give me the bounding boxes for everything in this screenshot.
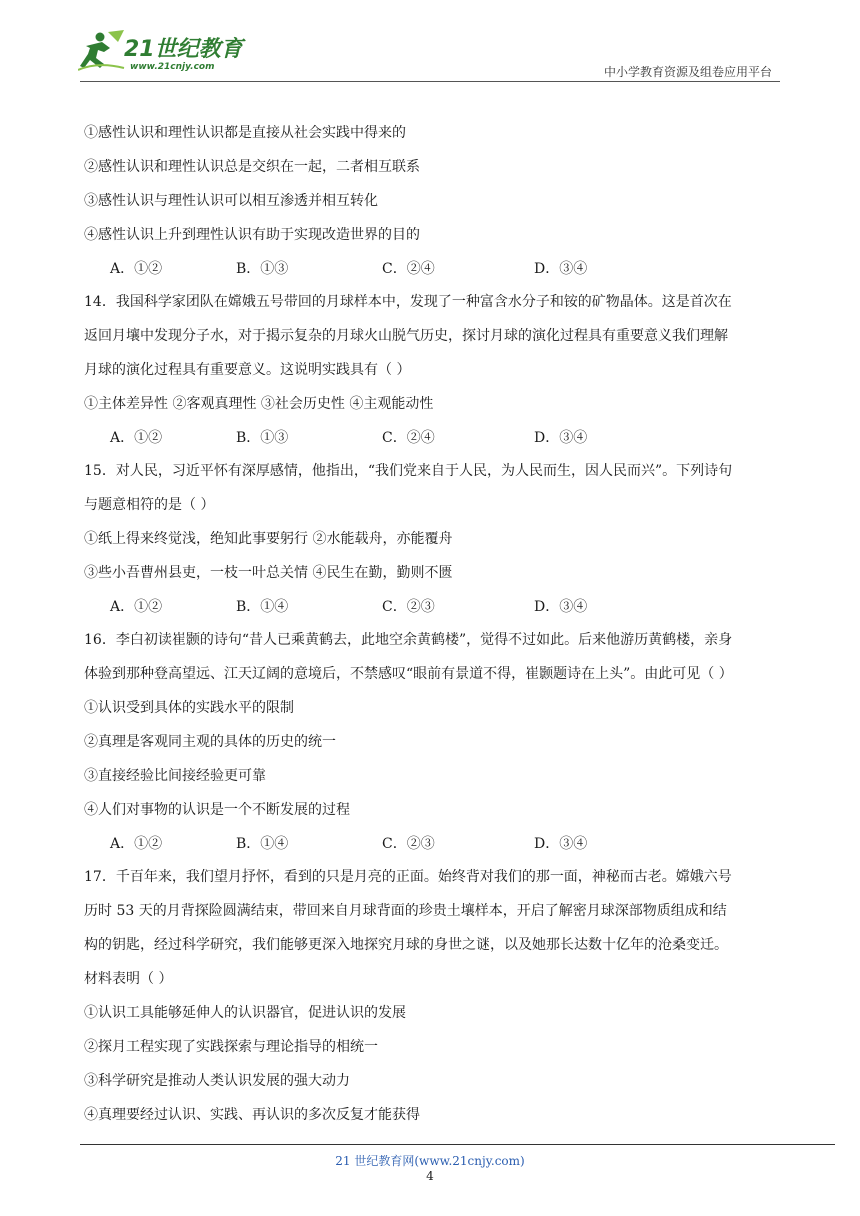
text-line: ④真理要经过认识、实践、再认识的多次反复才能获得 [84,1107,420,1123]
option-d: D．③④ [534,430,588,446]
option-d: D．③④ [534,836,588,852]
text-line: ③科学研究是推动人类认识发展的强大动力 [84,1073,350,1089]
text-line: ①感性认识和理性认识都是直接从社会实践中得来的 [84,125,406,141]
option-a: A．①② [110,261,163,277]
logo-text: 21世纪教育 [124,37,243,62]
option-b: B．①③ [236,261,289,277]
header-divider [80,81,780,82]
text-line: 构的钥匙，经过科学研究，我们能够更深入地探究月球的身世之谜，以及她那长达数十亿年的沧桑变迁。 [84,937,728,953]
text-line: 材料表明（ ） [84,971,173,987]
question-14-line: 14．我国科学家团队在嫦娥五号带回的月球样本中，发现了一种富含水分子和铵的矿物晶体。这是首次在 [84,294,732,310]
text-line: ②真理是客观同主观的具体的历史的统一 [84,734,336,750]
option-c: C．②③ [382,836,435,852]
text-line: 体验到那种登高望远、江天辽阔的意境后，不禁感叹“眼前有景道不得，崔颢题诗在上头”。由此可见（ ） [84,666,733,682]
runner-logo-icon [78,28,126,72]
text-line: 返回月壤中发现分子水，对于揭示复杂的月球火山脱气历史，探讨月球的演化过程具有重要意义我们理解 [84,328,728,344]
option-c: C．②④ [382,261,435,277]
text-line: ④人们对事物的认识是一个不断发展的过程 [84,802,350,818]
option-b: B．①④ [236,836,289,852]
option-d: D．③④ [534,261,588,277]
option-a: A．①② [110,599,163,615]
text-line: ③些小吾曹州县吏，一枝一叶总关情 ④民生在勤，勤则不匮 [84,565,453,581]
site-logo [78,28,278,80]
text-line: ①主体差异性 ②客观真理性 ③社会历史性 ④主观能动性 [84,396,434,412]
footer-site-link[interactable]: 21 世纪教育网(www.21cnjy.com) [335,1154,525,1168]
question-17-line: 17．千百年来，我们望月抒怀，看到的只是月亮的正面。始终背对我们的那一面，神秘而古老。嫦娥六号 [84,869,732,885]
question-15-line: 15．对人民，习近平怀有深厚感情，他指出，“我们党来自于人民，为人民而生，因人民而兴”。下列诗句 [84,463,733,479]
text-line: ③感性认识与理性认识可以相互渗透并相互转化 [84,193,378,209]
text-line: ①纸上得来终觉浅，绝知此事要躬行 ②水能载舟，亦能覆舟 [84,531,453,547]
text-line: 历时 53 天的月背探险圆满结束，带回来自月球背面的珍贵土壤样本，开启了解密月球深部物质组成和结 [84,903,727,919]
option-a: A．①② [110,430,163,446]
option-d: D．③④ [534,599,588,615]
platform-name: 中小学教育资源及组卷应用平台 [603,65,772,79]
text-line: 月球的演化过程具有重要意义。这说明实践具有（ ） [84,362,411,378]
option-c: C．②④ [382,430,435,446]
option-a: A．①② [110,836,163,852]
option-b: B．①③ [236,430,289,446]
text-line: ②探月工程实现了实践探索与理论指导的相统一 [84,1039,378,1055]
text-line: ②感性认识和理性认识总是交织在一起，二者相互联系 [84,159,420,175]
logo-url: www.21cnjy.com [130,62,215,72]
text-line: ④感性认识上升到理性认识有助于实现改造世界的目的 [84,227,420,243]
text-line: 与题意相符的是（ ） [84,497,215,513]
footer-divider [80,1144,835,1145]
text-line: ③直接经验比间接经验更可靠 [84,768,266,784]
text-line: ①认识工具能够延伸人的认识器官，促进认识的发展 [84,1005,406,1021]
option-b: B．①④ [236,599,289,615]
page-number: 4 [426,1169,434,1183]
page-header [0,0,860,90]
option-c: C．②③ [382,599,435,615]
text-line: ①认识受到具体的实践水平的限制 [84,700,294,716]
question-16-line: 16．李白初读崔颢的诗句“昔人已乘黄鹤去，此地空余黄鹤楼”，觉得不过如此。后来他游历黄鹤楼，亲身 [84,632,733,648]
